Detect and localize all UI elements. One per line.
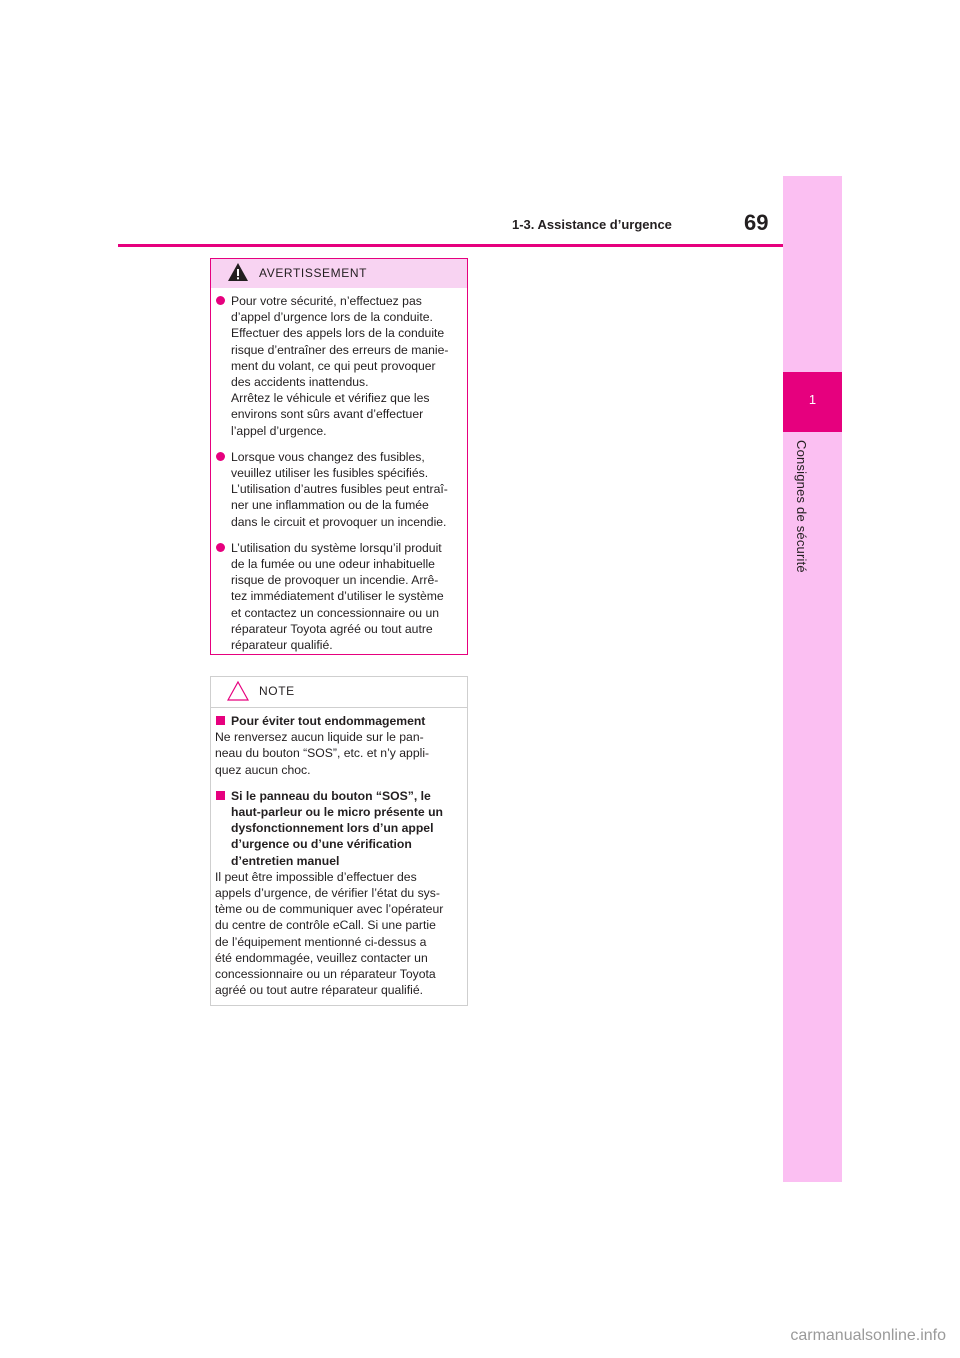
note-text-line: du centre de contrôle eCall. Si une partie [215, 918, 436, 933]
bullet-circle-icon [216, 296, 225, 305]
note-heading-line: haut-parleur ou le micro présente un [231, 805, 443, 820]
bullet-circle-icon [216, 543, 225, 552]
chapter-number: 1 [808, 392, 817, 407]
note-box [210, 676, 468, 1006]
note-body [211, 708, 467, 998]
warning-text-line: et contactez un concessionnaire ou un [231, 605, 440, 620]
warning-body [211, 288, 467, 653]
warning-text-line: d’appel d’urgence lors de la conduite. [231, 310, 433, 325]
warning-text-line: tez immédiatement d’utiliser le système [231, 589, 444, 604]
warning-text-line: Pour votre sécurité, n’effectuez pas [231, 294, 422, 308]
note-heading [215, 713, 461, 729]
note-text-line: été endommagée, veuillez contacter un [215, 950, 428, 965]
warning-triangle-icon [227, 262, 249, 287]
bullet-square-icon [216, 716, 225, 725]
warning-text-line: ment du volant, ce qui peut provoquer [231, 358, 436, 373]
warning-text-line: veuillez utiliser les fusibles spécifiés. [231, 466, 429, 481]
note-text-line: tème ou de communiquer avec l’opérateur [215, 902, 444, 917]
chapter-side-tab [783, 176, 842, 1182]
note-text-line: concessionnaire ou un réparateur Toyota [215, 967, 436, 982]
note-heading-line: Si le panneau du bouton “SOS”, le [231, 788, 431, 803]
note-text-line: de l’équipement mentionné ci-dessus a [215, 934, 427, 949]
warning-text-line: Lorsque vous changez des fusibles, [231, 449, 425, 464]
note-text-line: quez aucun choc. [215, 762, 311, 777]
warning-text-line: L’utilisation d’autres fusibles peut entraî- [231, 482, 448, 497]
warning-item [215, 293, 461, 439]
header-rule [118, 244, 783, 247]
warning-text-line: l’appel d’urgence. [231, 423, 327, 438]
note-title: NOTE [259, 684, 295, 698]
warning-text-line: risque d’entraîner des erreurs de manie- [231, 342, 449, 357]
warning-text-line: Effectuer des appels lors de la conduite [231, 326, 445, 341]
warning-text-line: environs sont sûrs avant d’effectuer [231, 407, 424, 422]
warning-text-line: réparateur qualifié. [231, 638, 333, 653]
caution-triangle-icon [227, 680, 249, 707]
warning-item [215, 540, 461, 653]
chapter-title: Consignes de sécurité [794, 440, 809, 573]
warning-title: AVERTISSEMENT [259, 266, 368, 280]
warning-text-line: ner une inflammation ou de la fumée [231, 498, 429, 513]
warning-text-line: Arrêtez le véhicule et vérifiez que les [231, 391, 430, 406]
warning-text-line: dans le circuit et provoquer un incendie. [231, 514, 447, 529]
section-title: 1-3. Assistance d’urgence [512, 217, 672, 232]
bullet-circle-icon [216, 452, 225, 461]
note-text-line: appels d’urgence, de vérifier l’état du sys- [215, 886, 440, 901]
warning-text-line: réparateur Toyota agréé ou tout autre [231, 621, 433, 636]
warning-text-line: risque de provoquer un incendie. Arrê- [231, 573, 439, 588]
note-text-line: Ne renversez aucun liquide sur le pan- [215, 730, 424, 745]
note-text [215, 729, 461, 778]
watermark: carmanualsonline.info [790, 1327, 946, 1344]
warning-item [215, 449, 461, 530]
note-heading-line: d’entretien manuel [231, 853, 340, 868]
note-heading-line: Pour éviter tout endommagement [231, 714, 426, 728]
warning-text-line: L’utilisation du système lorsqu’il produit [231, 540, 442, 555]
note-heading-line: dysfonctionnement lors d’un appel [231, 821, 434, 836]
note-header [211, 677, 467, 708]
warning-header [211, 259, 467, 288]
warning-text-line: des accidents inattendus. [231, 375, 369, 390]
warning-text-line: de la fumée ou une odeur inhabituelle [231, 557, 435, 572]
note-text-line: Il peut être impossible d’effectuer des [215, 869, 417, 884]
note-text-line: neau du bouton “SOS”, etc. et n’y appli- [215, 746, 430, 761]
bullet-square-icon [216, 791, 225, 800]
note-heading-line: d’urgence ou d’une vérification [231, 837, 412, 852]
note-heading [215, 788, 461, 869]
page-number: 69 [744, 210, 769, 235]
note-text [215, 869, 461, 999]
warning-box [210, 258, 468, 655]
note-text-line: agréé ou tout autre réparateur qualifié. [215, 983, 424, 998]
